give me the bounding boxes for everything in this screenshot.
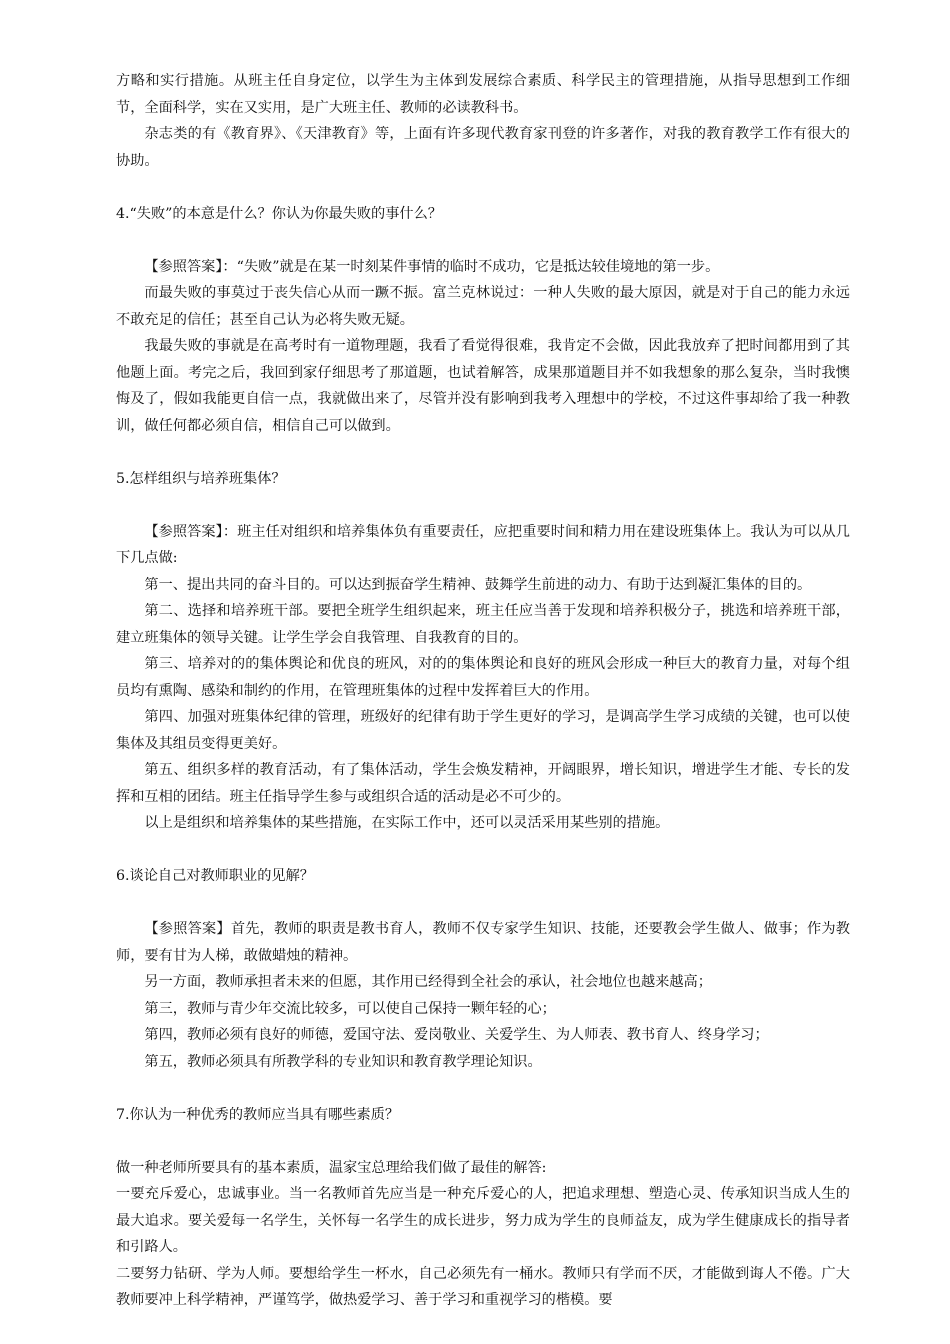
spacer: [116, 890, 850, 917]
paragraph: 另一方面，教师承担者未来的但愿，其作用已经得到全社会的承认，社会地位也越来越高；: [144, 974, 712, 990]
paragraph: 第四，教师必须有良好的师德，爱国守法、爱岗敬业、关爱学生、为人师表、教书育人、终身学习；: [144, 1027, 769, 1043]
question-heading: 6.谈论自己对教师职业的见解？: [116, 868, 314, 884]
spacer: [116, 492, 850, 519]
paragraph: 而最失败的事莫过于丧失信心从而一蹶不振。富兰克林说过：一种人失败的最大原因，就是对于自己的能力永远不敢充足的信任；甚至自己认为必将失败无疑。: [116, 285, 850, 328]
paragraph: 第三，教师与青少年交流比较多，可以使自己保持一颗年轻的心；: [144, 1000, 556, 1017]
question-heading: 7.你认为一种优秀的教师应当具有哪些素质？: [116, 1106, 400, 1123]
answer-paragraph: 【参照答案】：班主任对组织和培养集体负有重要责任，应把重要时间和精力用在建设班集体上。我认为可以从几下几点做:: [116, 523, 850, 566]
spacer: [116, 837, 850, 864]
paragraph: 杂志类的有《教育界》、《天津教育》等，上面有许多现代教育家刊登的许多著作，对我的教育教学工作有很大的协助。: [116, 126, 850, 169]
spacer: [116, 174, 850, 201]
paragraph: 第三、培养对的的集体舆论和优良的班风，对的的集体舆论和良好的班风会形成一种巨大的教育力量，对每个组员均有熏陶、感染和制约的作用，在管理班集体的过程中发挥着巨大的作用。: [116, 656, 850, 699]
paragraph: 第五、组织多样的教育活动，有了集体活动，学生会焕发精神，开阔眼界，增长知识，增进学生才能、专长的发挥和互相的团结。班主任指导学生参与或组织合适的活动是必不可少的。: [116, 762, 850, 805]
spacer: [116, 1075, 850, 1102]
paragraph: 第四、加强对班集体纪律的管理，班级好的纪律有助于学生更好的学习，是调高学生学习成绩的关键，也可以使集体及其组员变得更美好。: [116, 709, 850, 752]
paragraph: 我最失败的事就是在高考时有一道物理题，我看了看觉得很难，我肯定不会做，因此我放弃了把时间都用到了其他题上面。考完之后，我回到家仔细思考了那道题，也试着解答，成果那道题目并不如我想象的那么复杂，当时我懊悔及了，假如我能更自信一点，我就做出来了，尽管并没有影响到我考入理想中的学校，不过这件事却给了我一种教训，做任何都必须自信，相信自己可以做到。: [116, 338, 850, 434]
paragraph: 做一种老师所要具有的基本素质，温家宝总理给我们做了最佳的解答:: [116, 1159, 547, 1176]
paragraph: 方略和实行措施。从班主任自身定位，以学生为主体到发展综合素质、科学民主的管理措施，从指导思想到工作细节，全面科学，实在又实用，是广大班主任、教师的必读教科书。: [116, 73, 850, 116]
paragraph: 一要充斥爱心，忠诚事业。当一名教师首先应当是一种充斥爱心的人，把追求理想、塑造心灵、传承知识当成人生的最大追求。要关爱每一名学生，关怀每一名学生的成长进步，努力成为学生的良师益友，成为学生健康成长的指导者和引路人。: [116, 1186, 850, 1255]
paragraph: 以上是组织和培养集体的某些措施，在实际工作中，还可以灵活采用某些别的措施。: [144, 815, 670, 831]
answer-paragraph: 【参照答案】：“失败”就是在某一时刻某件事情的临时不成功，它是抵达较佳境地的第一步。: [144, 258, 720, 275]
paragraph: 第五，教师必须具有所教学科的专业知识和教育教学理论知识。: [144, 1053, 542, 1070]
paragraph: 二要努力钻研、学为人师。要想给学生一杯水，自己必须先有一桶水。教师只有学而不厌，才能做到诲人不倦。广大教师要冲上科学精神，严谨笃学，做热爱学习、善于学习和重视学习的楷模。要: [116, 1265, 850, 1308]
paragraph: 第一、提出共同的奋斗目的。可以达到振奋学生精神、鼓舞学生前进的动力、有助于达到凝汇集体的目的。: [144, 576, 812, 593]
spacer: [116, 227, 850, 254]
question-heading: 5.怎样组织与培养班集体？: [116, 470, 286, 487]
spacer: [116, 1128, 850, 1155]
paragraph: 第二、选择和培养班干部。要把全班学生组织起来，班主任应当善于发现和培养积极分子，挑选和培养班干部，建立班集体的领导关键。让学生学会自我管理、自我教育的目的。: [116, 603, 850, 646]
answer-paragraph: 【参照答案】首先，教师的职责是教书育人，教师不仅专家学生知识、技能，还要教会学生做人、做事；作为教师，要有甘为人梯，敢做蜡烛的精神。: [116, 921, 850, 964]
question-heading: 4.“失败”的本意是什么？你认为你最失败的事什么？: [116, 205, 442, 222]
spacer: [116, 439, 850, 466]
